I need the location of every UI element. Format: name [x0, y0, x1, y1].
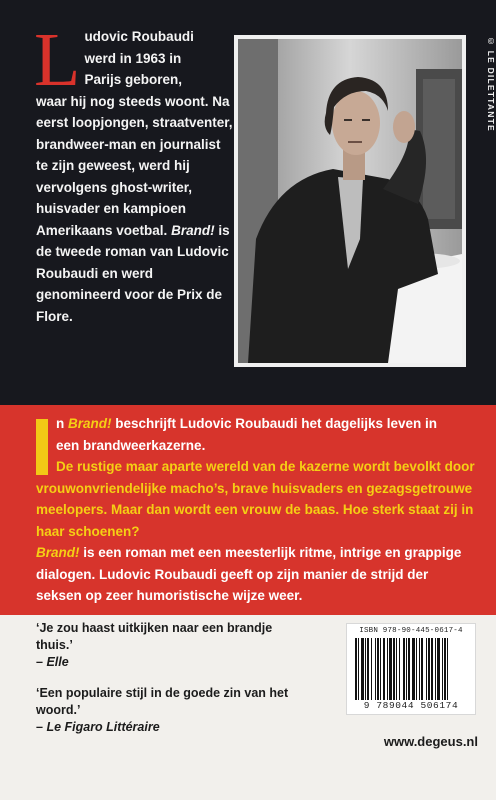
quote-1-text: ‘Je zou haast uitkijken naar een brandje thuis.’: [36, 621, 273, 652]
bio-book-title: Brand!: [171, 222, 215, 238]
bio-body-text: waar hij nog steeds woont. Na eerst loopjongen, straatventer, brandweer-man en journalist te zijn geweest, werd hij vervolgens ghost-writer, huisvader en kampioen Amerikaans voetbal.: [36, 93, 233, 238]
quote-1-dash: –: [36, 655, 47, 669]
blurb-line-1-end: beschrijft Ludovic Roubaudi het dagelijks leven in: [111, 416, 438, 431]
isbn-text: ISBN 978-90-445-0617-4: [359, 627, 463, 635]
author-photo-image: [238, 39, 462, 363]
blurb-para-3: [36, 542, 476, 607]
author-photo: [234, 35, 466, 367]
blurb-book-title-1: Brand!: [68, 416, 112, 431]
barcode-bars: [355, 638, 467, 700]
book-blurb: [36, 413, 476, 607]
blurb-line-2: een brandweerkazerne.: [56, 437, 206, 453]
blurb-book-title-2: Brand!: [36, 545, 80, 560]
isbn-barcode: [346, 623, 476, 715]
blurb-section: [0, 405, 496, 615]
blurb-para-3-text: is een roman met een meesterlijk ritme, intrige en grappige dialogen. Ludovic Roubaudi geeft op zijn manier de strijd der seksen op zeer humoristische wijze weer.: [36, 545, 462, 603]
quote-2-dash: –: [36, 720, 47, 734]
quote-2-source: [36, 719, 306, 736]
blurb-dropcap: [36, 419, 48, 475]
quote-1-source: [36, 654, 306, 671]
quote-2-text: ‘Een populaire stijl in de goede zin van het woord.’: [36, 686, 289, 717]
bio-body-text-2: is de tweede roman van Ludovic Roubaudi en werd genomineerd voor de Prix de Flore.: [36, 222, 230, 324]
blurb-para-2: De rustige maar aparte wereld van de kazerne wordt bevolkt door vrouwonvriendelijke macho’s, brave huisvaders en gezagsgetrouwe meelopers. Maar dan wordt een vrouw de baas. Hoe sterk staat zij in haar schoenen?: [36, 459, 475, 539]
publisher-website: www.degeus.nl: [383, 734, 478, 749]
press-quotes: [36, 620, 306, 750]
copyright-text: © LE DILETTANTE: [486, 36, 496, 132]
author-bio: [34, 18, 236, 327]
blurb-line-1-start: n: [56, 416, 68, 431]
bio-body: [36, 91, 236, 328]
bio-dropcap: L: [34, 18, 81, 102]
quote-1-source-name: Elle: [46, 655, 69, 669]
quote-2-source-name: Le Figaro Littéraire: [46, 720, 160, 734]
bio-line-3: Parijs geboren,: [84, 72, 182, 87]
bio-line-2: werd in 1963 in: [84, 50, 182, 66]
bio-line-1: udovic Roubaudi: [84, 29, 194, 44]
barcode-digits: 9 789044 506174: [363, 700, 459, 711]
blurb-line-1: [36, 413, 476, 435]
